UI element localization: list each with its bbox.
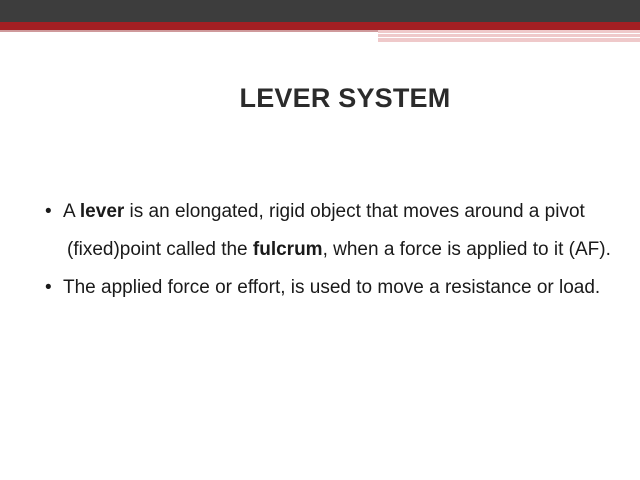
bullet-text-part: The applied force or effort, is used to move a resistance or load. xyxy=(63,277,601,298)
header-accent-stripe xyxy=(378,33,640,34)
slide-body xyxy=(45,193,615,307)
bullet-text-bold: fulcrum xyxy=(252,239,323,260)
header-bar-red xyxy=(0,22,640,30)
bullet-text-part: A xyxy=(63,201,80,222)
slide-title xyxy=(0,83,640,114)
bullet-marker: • xyxy=(45,277,52,298)
header-accent xyxy=(378,30,640,42)
bullet-text-part: is an elongated, rigid object that moves around a pivot (fixed)point called the xyxy=(67,201,585,260)
header-bar-dark xyxy=(0,0,640,22)
slide-title-text: LEVER SYSTEM xyxy=(239,83,451,113)
header-line xyxy=(0,30,380,32)
bullet-text-bold: lever xyxy=(79,201,125,222)
bullet-text-part: , when a force is applied to it (AF). xyxy=(322,239,611,260)
bullet-item xyxy=(45,193,615,269)
bullet-item xyxy=(45,269,615,307)
bullet-marker: • xyxy=(45,201,52,222)
header-accent-stripe xyxy=(378,37,640,38)
